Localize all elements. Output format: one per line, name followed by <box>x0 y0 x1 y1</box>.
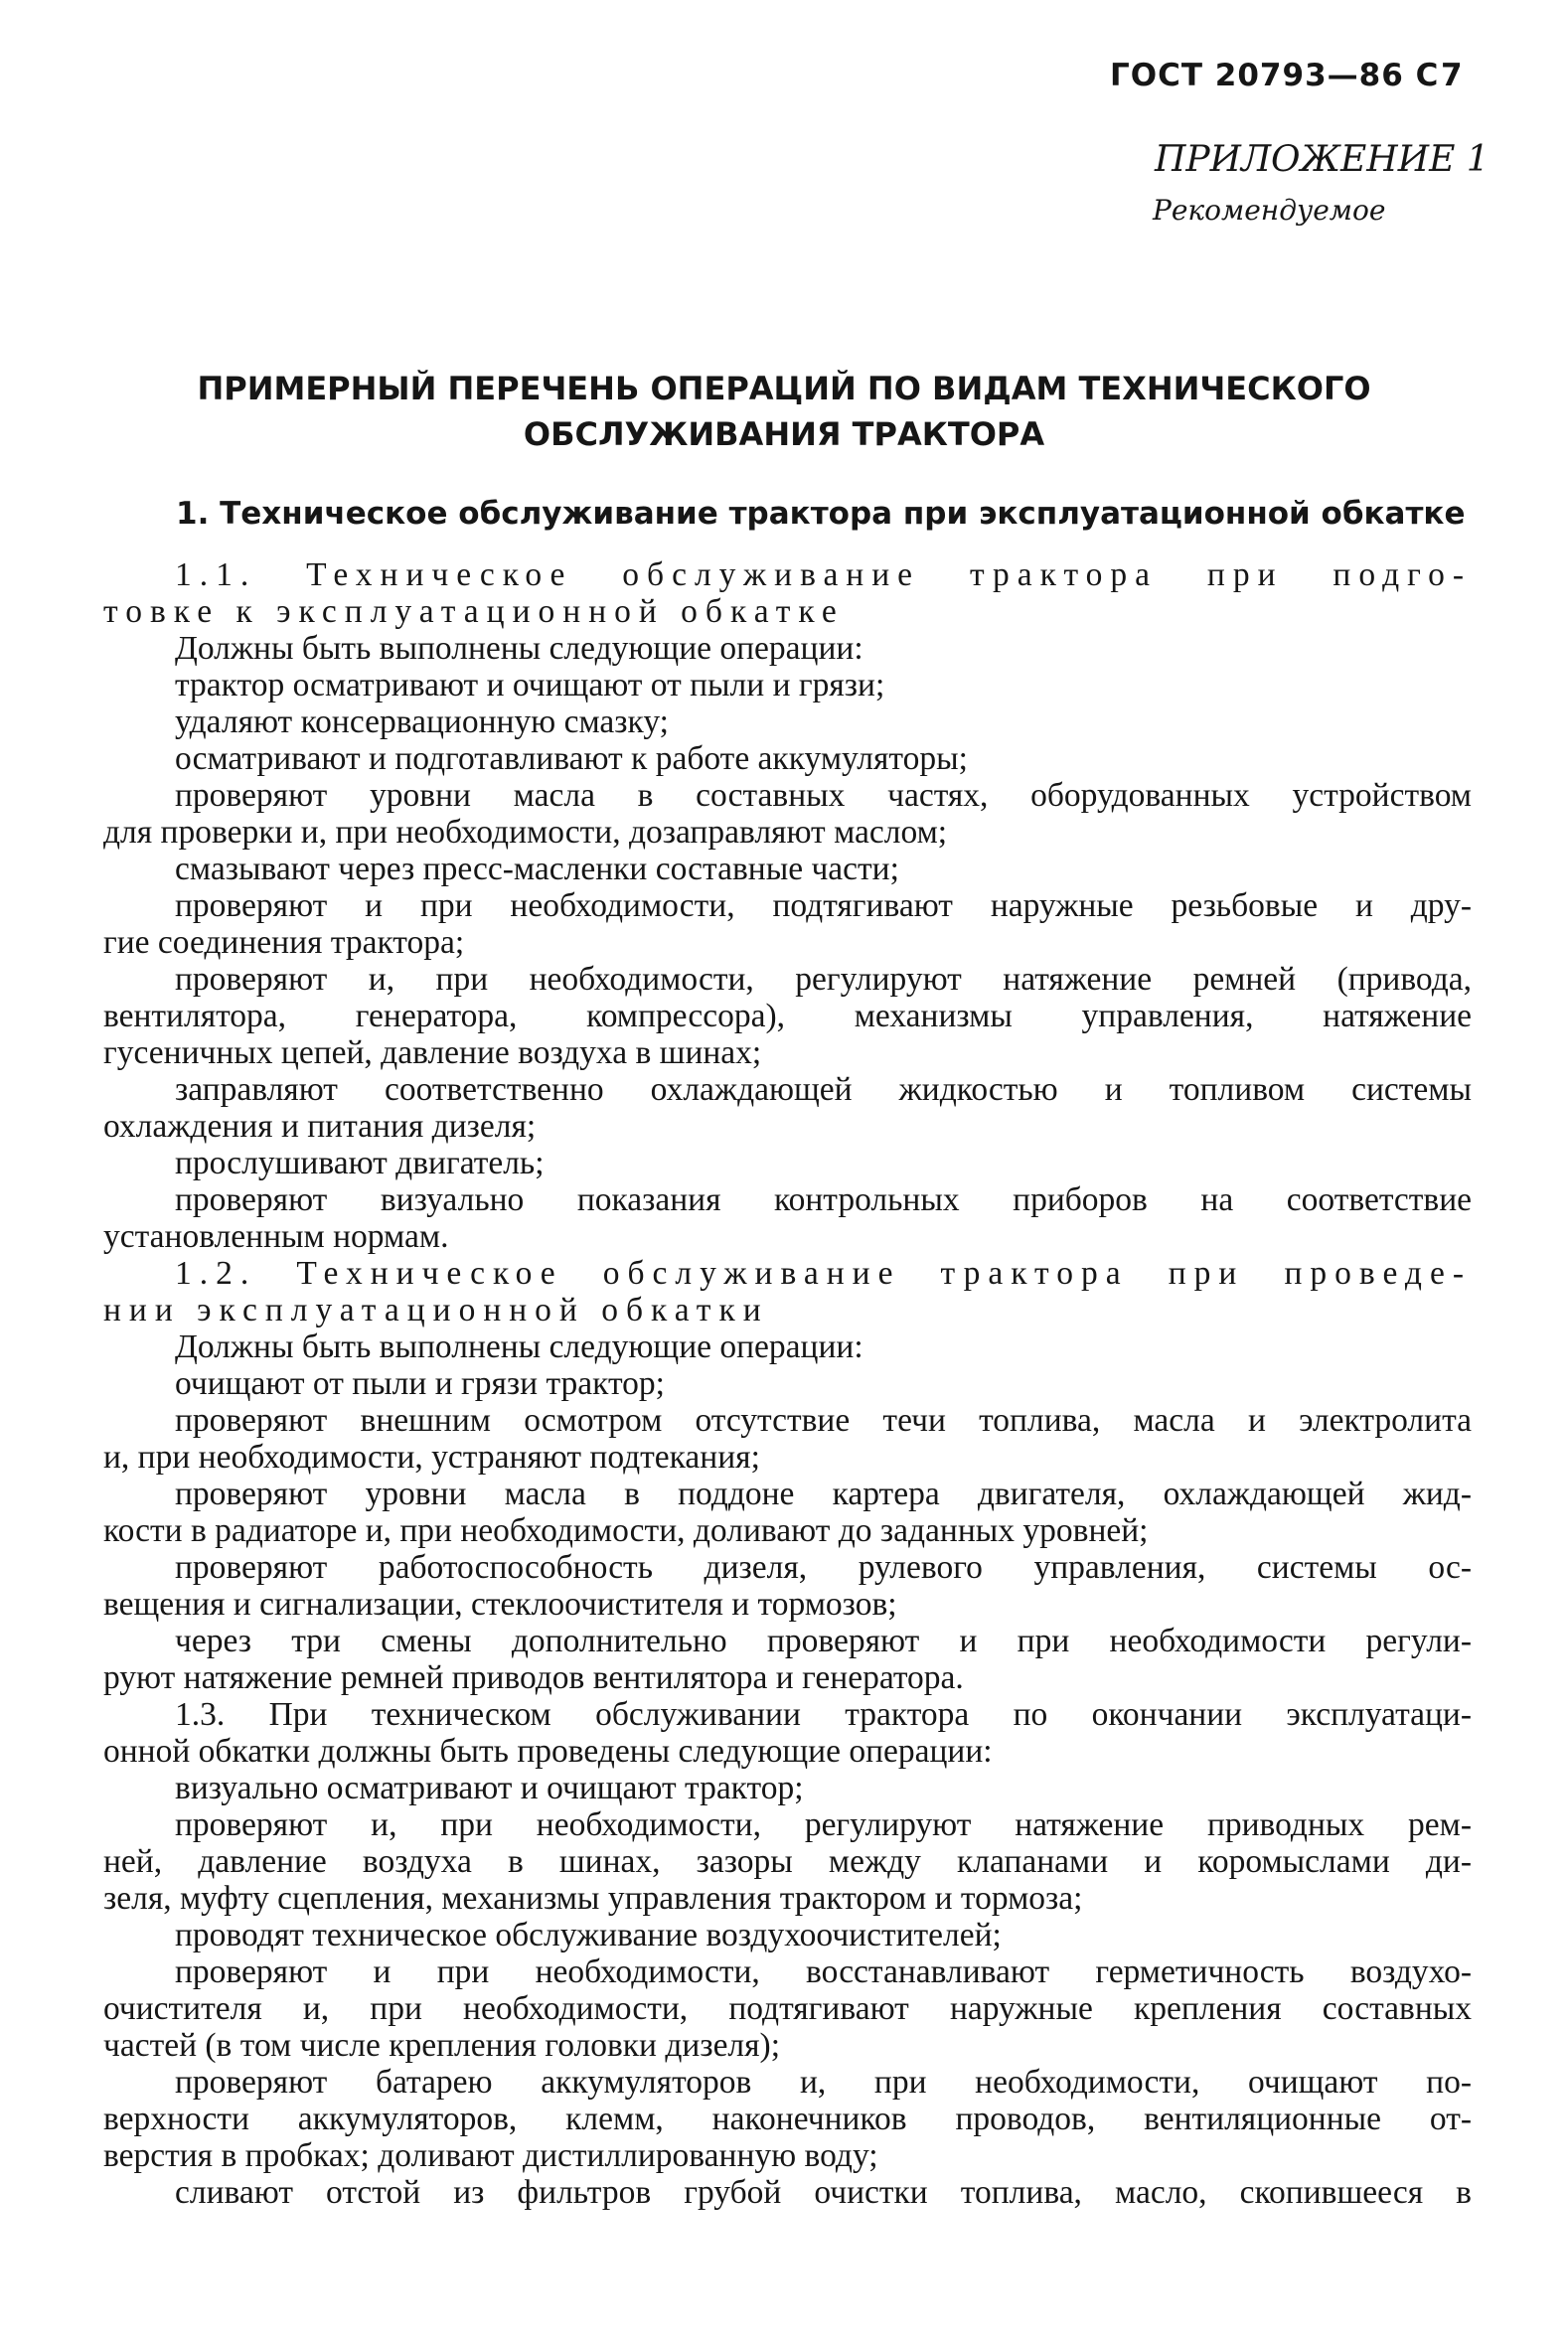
text-line: проводят техническое обслуживание воздухоочистителей; <box>175 1917 1002 1953</box>
gost-designation: ГОСТ 20793—86 С <box>1110 58 1440 93</box>
text-line: проверяют внешним осмотром отсутствие течи топлива, масла и электролита <box>175 1402 1472 1439</box>
appendix-title: ПРИЛОЖЕНИЕ 1 <box>1155 139 1490 180</box>
text-line: проверяют визуально показания контрольных приборов на соответствие <box>175 1181 1472 1218</box>
text-line: ней, давление воздуха в шинах, зазоры между клапанами и коромыслами ди- <box>103 1843 1472 1880</box>
text-line: проверяют уровни масла в составных частях, оборудованных устройством <box>175 777 1472 814</box>
text-line: 1.3. При техническом обслуживании трактора по окончании эксплуатаци- <box>175 1696 1472 1733</box>
text-line: товке к эксплуатационной обкатке <box>103 593 845 630</box>
text-line: проверяют и, при необходимости, регулируют натяжение приводных рем- <box>175 1806 1472 1843</box>
text-line: охлаждения и питания дизеля; <box>103 1108 537 1145</box>
text-line: частей (в том числе крепления головки дизеля); <box>103 2027 781 2064</box>
text-line: удаляют консервационную смазку; <box>175 703 669 740</box>
page-number: 7 <box>1441 58 1464 93</box>
text-line: гусеничных цепей, давление воздуха в шинах; <box>103 1034 762 1071</box>
text-line: Должны быть выполнены следующие операции: <box>175 1328 863 1365</box>
text-line: Должны быть выполнены следующие операции: <box>175 630 863 667</box>
text-line: нии эксплуатационной обкатки <box>103 1292 769 1328</box>
text-line: смазывают через пресс-масленки составные части; <box>175 851 899 887</box>
text-line: проверяют уровни масла в поддоне картера двигателя, охлаждающей жид- <box>175 1476 1472 1512</box>
text-line: и, при необходимости, устраняют подтекания; <box>103 1439 760 1476</box>
text-line: проверяют работоспособность дизеля, рулевого управления, системы ос- <box>175 1549 1472 1586</box>
text-line: проверяют батарею аккумуляторов и, при необходимости, очищают по- <box>175 2064 1472 2101</box>
text-line: сливают отстой из фильтров грубой очистки топлива, масло, скопившееся в <box>175 2174 1472 2211</box>
text-line: через три смены дополнительно проверяют и при необходимости регули- <box>175 1623 1472 1659</box>
text-line: визуально осматривают и очищают трактор; <box>175 1770 804 1806</box>
text-line: проверяют и, при необходимости, регулируют натяжение ремней (привода, <box>175 961 1472 998</box>
document-title-line-1: ПРИМЕРНЫЙ ПЕРЕЧЕНЬ ОПЕРАЦИЙ ПО ВИДАМ ТЕХНИЧЕСКОГО <box>197 370 1371 407</box>
text-line: заправляют соответственно охлаждающей жидкостью и топливом системы <box>175 1071 1472 1108</box>
text-line: вещения и сигнализации, стеклоочистителя и тормозов; <box>103 1586 897 1623</box>
text-line: онной обкатки должны быть проведены следующие операции: <box>103 1733 993 1770</box>
text-line: трактор осматривают и очищают от пыли и грязи; <box>175 667 885 703</box>
text-line: проверяют и при необходимости, подтягивают наружные резьбовые и дру- <box>175 887 1472 924</box>
text-line: зеля, муфту сцепления, механизмы управления трактором и тормоза; <box>103 1880 1083 1917</box>
text-line: осматривают и подготавливают к работе аккумуляторы; <box>175 740 968 777</box>
text-line: руют натяжение ремней приводов вентилятора и генератора. <box>103 1659 964 1696</box>
text-line: верхности аккумуляторов, клемм, наконечников проводов, вентиляционные от- <box>103 2101 1472 2137</box>
text-line: 1.1. Техническое обслуживание трактора при подго- <box>175 556 1472 593</box>
text-line: гие соединения трактора; <box>103 924 465 961</box>
appendix-status: Рекомендуемое <box>1153 194 1386 227</box>
text-line: кости в радиаторе и, при необходимости, доливают до заданных уровней; <box>103 1512 1149 1549</box>
text-line: установленным нормам. <box>103 1218 449 1255</box>
text-line: прослушивают двигатель; <box>175 1145 545 1181</box>
text-line: 1.2. Техническое обслуживание трактора при проведе- <box>175 1255 1472 1292</box>
text-line: очистителя и, при необходимости, подтягивают наружные крепления составных <box>103 1990 1472 2027</box>
text-line: для проверки и, при необходимости, дозаправляют маслом; <box>103 814 948 851</box>
document-title-line-2: ОБСЛУЖИВАНИЯ ТРАКТОРА <box>523 415 1045 453</box>
section-heading: 1. Техническое обслуживание трактора при эксплуатационной обкатке <box>176 496 1466 532</box>
text-line: верстия в пробках; доливают дистиллированную воду; <box>103 2137 878 2174</box>
text-line: проверяют и при необходимости, восстанавливают герметичность воздухо- <box>175 1953 1472 1990</box>
text-line: вентилятора, генератора, компрессора), механизмы управления, натяжение <box>103 998 1472 1034</box>
text-line: очищают от пыли и грязи трактор; <box>175 1365 665 1402</box>
